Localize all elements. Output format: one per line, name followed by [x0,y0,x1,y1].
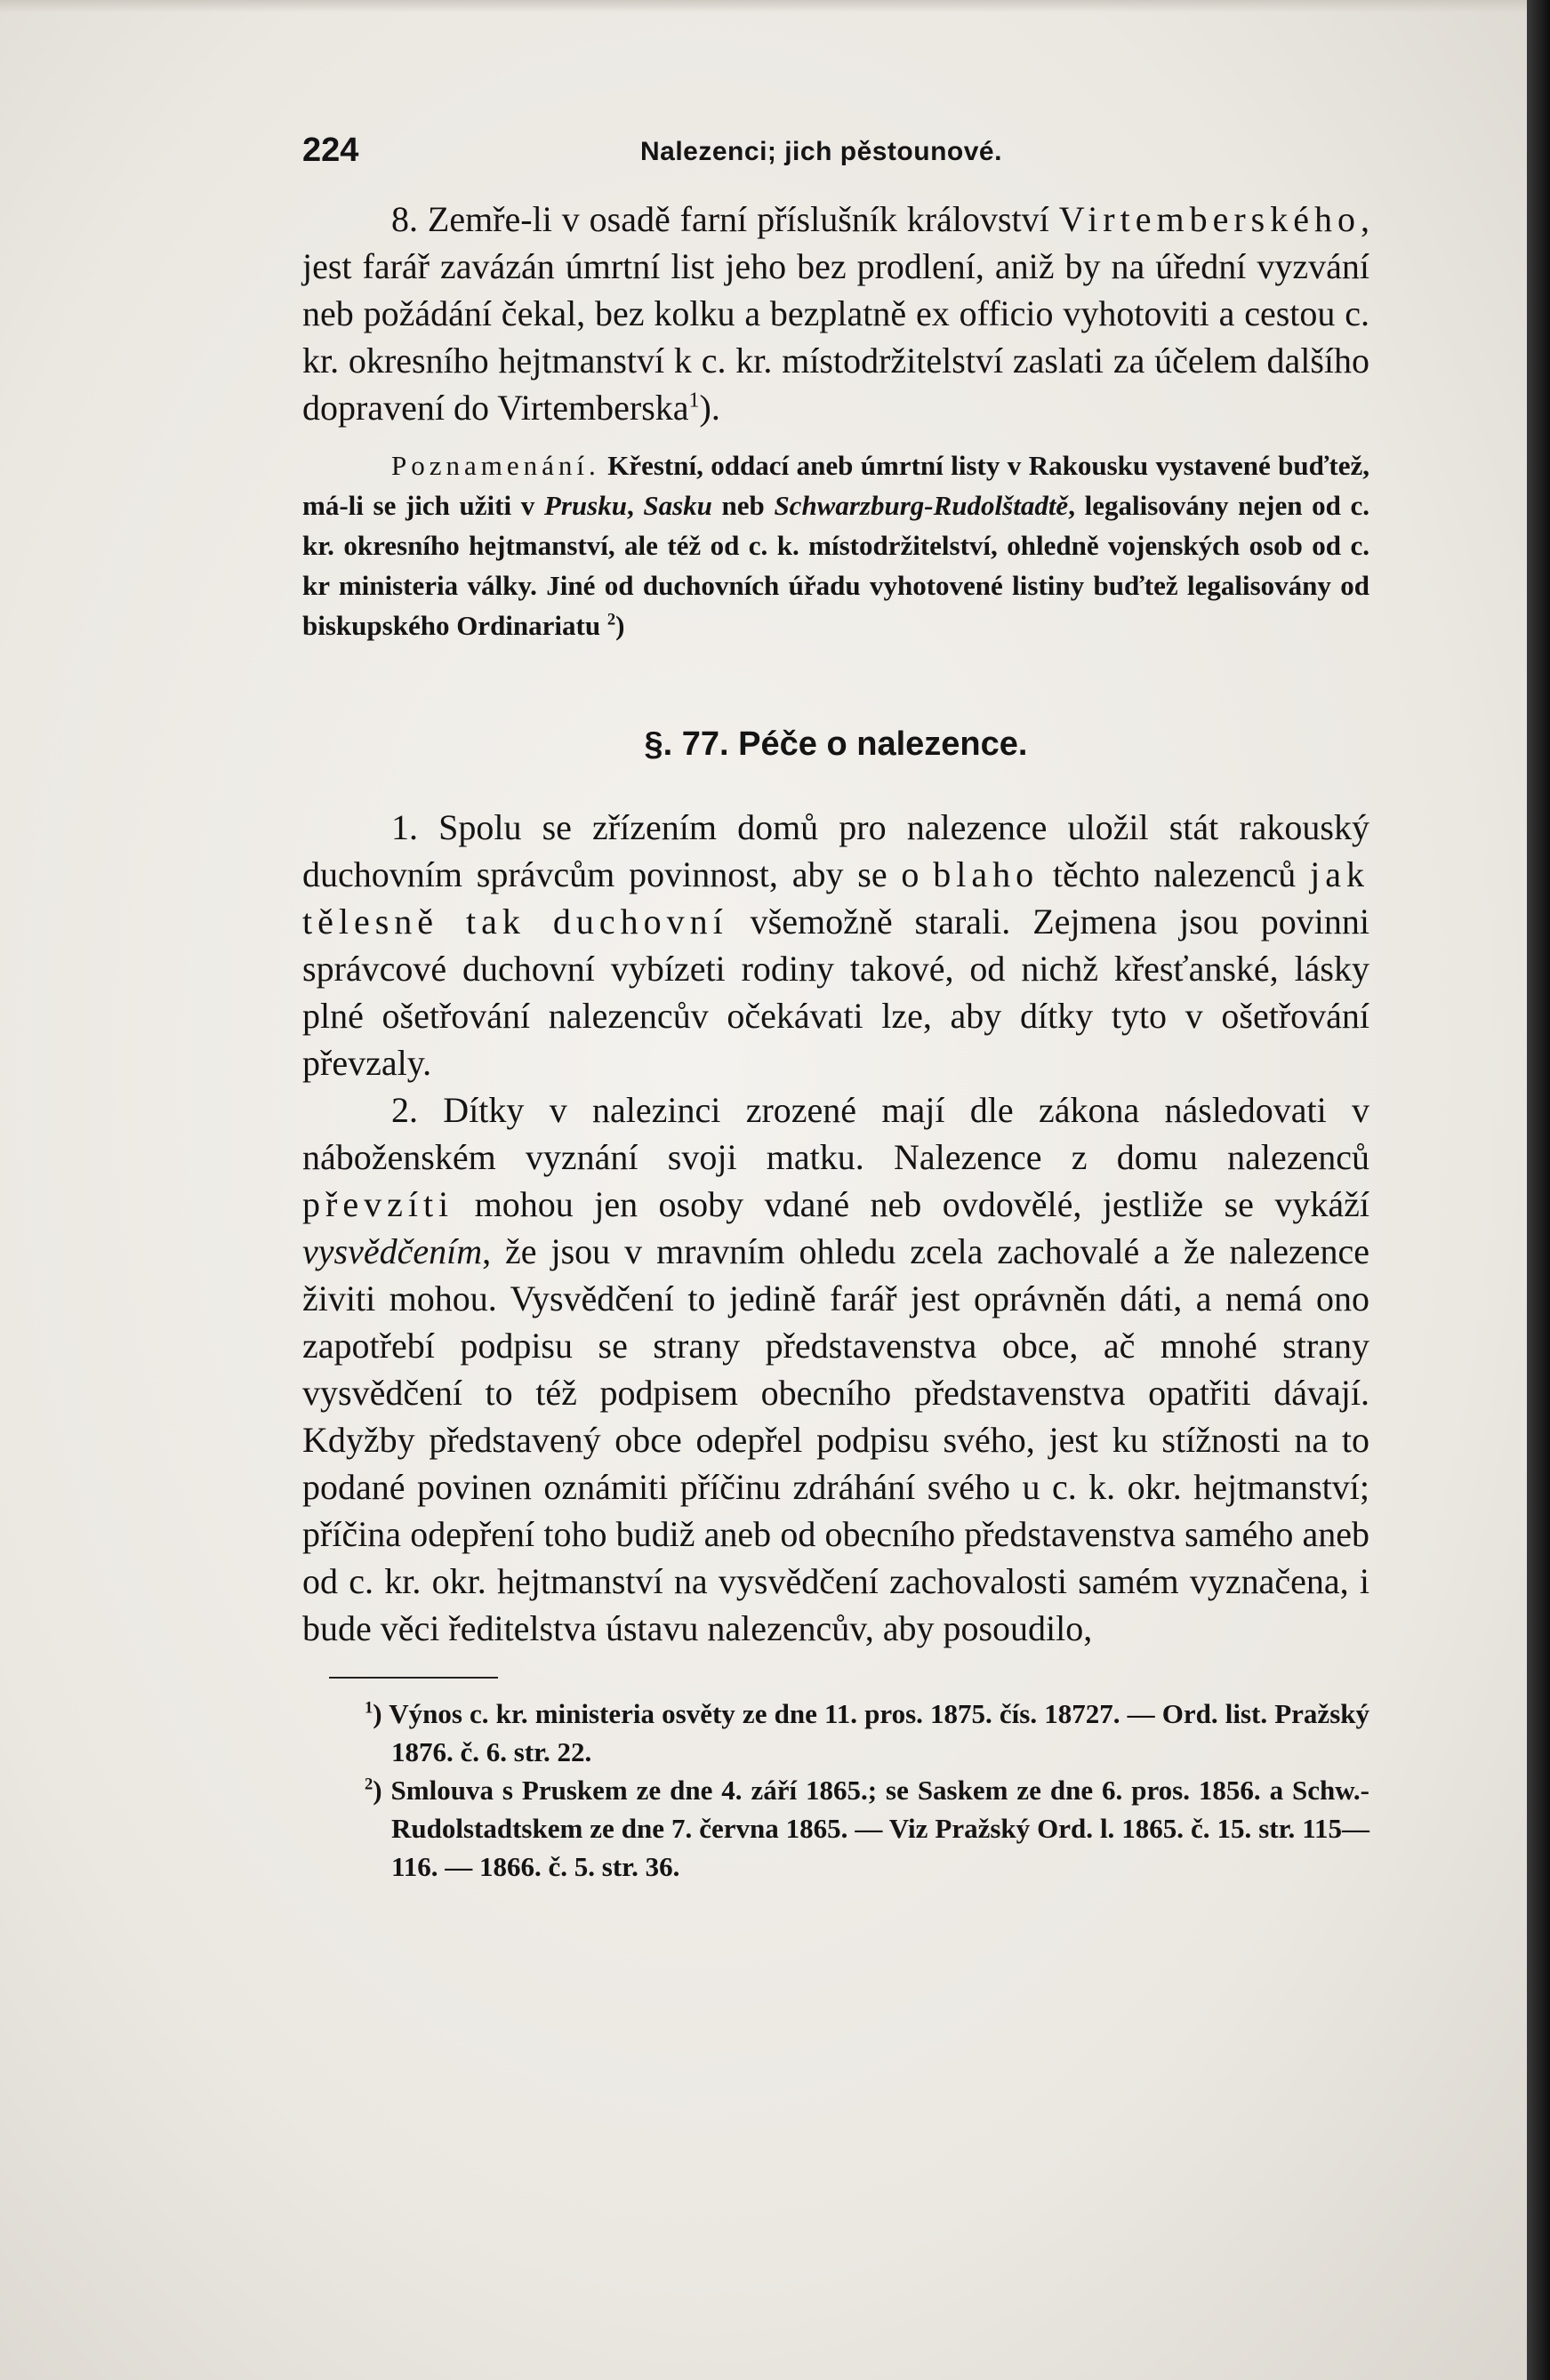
footnote-2 [302,1771,1369,1886]
para2-lead: 2. Dítky v nalezinci zrozené mají dle zákona následovati v náboženském vyznání svoji matku. Nalezence z domu nalezenců [302,1090,1369,1177]
paragraph-1 [302,804,1369,1086]
footnote-divider [329,1677,498,1679]
running-head: Nalezenci; jich pěstounové. [640,137,1002,166]
note-italic-prusko: Prusku [543,490,627,521]
footnote-ref-2: 2 [606,610,616,629]
para2-spaced: převzíti [302,1184,454,1224]
note-italic-sasko: Sasku [643,490,712,521]
paragraph-8 [302,196,1369,431]
text-block [302,124,1369,1886]
footnote-text-1: ) Výnos c. kr. ministeria osvěty ze dne 11. pros. 1875. čís. 18727. — Ord. list. Pražský 1876. č. 6. str. 22. [373,1698,1369,1767]
para1-spaced-1: blaho [933,854,1040,894]
para2-mid: mohou jen osoby vdané neb ovdovělé, jestliže se vykáží [454,1184,1369,1224]
para1-spaced-2: jak tělesně tak duchovní [302,854,1369,942]
page-top-shadow [0,0,1550,12]
footnote-1 [302,1695,1369,1771]
paragraph-2 [302,1086,1369,1652]
page-right-edge [1527,0,1550,2380]
para2-italic: vysvědčením [302,1231,483,1271]
page-header [302,124,1369,178]
note-italic-schwarzburg: Schwarzburg-Rudolštadtě [774,490,1069,521]
para8-end: ). [699,388,720,428]
para1-mid: těchto nalezenců [1039,854,1311,894]
note-sep-1: , [626,490,644,521]
section-title: §. 77. Péče o nalezence. [644,725,1028,763]
page-number: 224 [302,132,359,169]
note-sep-2: neb [711,490,775,521]
para8-rest: , jest farář zavázán úmrtní list jeho bez prodlení, aniž by na úřední vyzvání neb požádání čekal, bez kolku a bezplatně ex officio vyhotoviti a cestou c. kr. okresního hejtmanství k c. kr. místodržitelství zaslati za účelem dalšího dopravení do Virtemberska [302,199,1369,428]
para8-lead: 8. Zemře-li v osadě farní příslušník království [391,199,1059,239]
para1-lead: 1. Spolu se zřízením domů pro nalezence uložil stát rakouský duchovním správcům povinnost, aby se o [302,807,1369,894]
footnote-ref-1: 1 [688,389,700,413]
note-paragraph [302,445,1369,645]
note-end: ) [615,610,625,641]
footnote-mark-1: 1 [365,1698,373,1718]
para1-rest: všemožně starali. Zejmena jsou povinni správcové duchovní vybízeti rodiny takové, od nichž křesťanské, lásky plné ošetřování nalezencův očekávati lze, aby dítky tyto v ošetřování převzaly. [302,902,1369,1083]
footnote-text-2: ) Smlouva s Pruskem ze dne 4. září 1865.; se Saskem ze dne 6. pros. 1856. a Schw.-Rudolstadtskem ze dne 7. června 1865. — Viz Pražský Ord. l. 1865. č. 15. str. 115—116. — 1866. č. 5. str. 36. [373,1775,1369,1882]
note-text-2: , legalisovány nejen od c. kr. okresního hejtmanství, ale též od c. k. místodržitelství, ohledně vojenských osob od c. kr ministeria války. Jiné od duchovních úřadu vyhotovené listiny buďtež legalisovány od biskupského Ordinariatu [302,490,1370,641]
note-text-1: Křestní, oddací aneb úmrtní listy v Rakousku vystavené buďtež, má-li se jich užiti v [302,450,1369,521]
para2-rest: , že jsou v mravním ohledu zcela zachovalé a že nalezence živiti mohou. Vysvědčení to jedině farář jest oprávněn dáti, a nemá ono zapotřebí podpisu se strany představenstva obce, ač mnohé strany vysvědčení to též podpisem obecního představenstva opatřiti dávají. Kdyžby představený obce odepřel podpisu svého, jest ku stížnosti na to podané povinen oznámiti příčinu zdráhání svého u c. k. okr. hejtmanství; příčina odepření toho budiž aneb od obecního představenstva samého aneb od c. kr. okr. hejtmanství na vysvědčení zachovalosti samém vyznačena, i bude věci ředitelstva ústavu nalezencův, aby posoudilo, [302,1231,1369,1648]
footnote-mark-2: 2 [365,1775,373,1794]
note-label: Poznamenání. [391,450,600,481]
para8-spaced: Virtemberského [1058,199,1361,239]
